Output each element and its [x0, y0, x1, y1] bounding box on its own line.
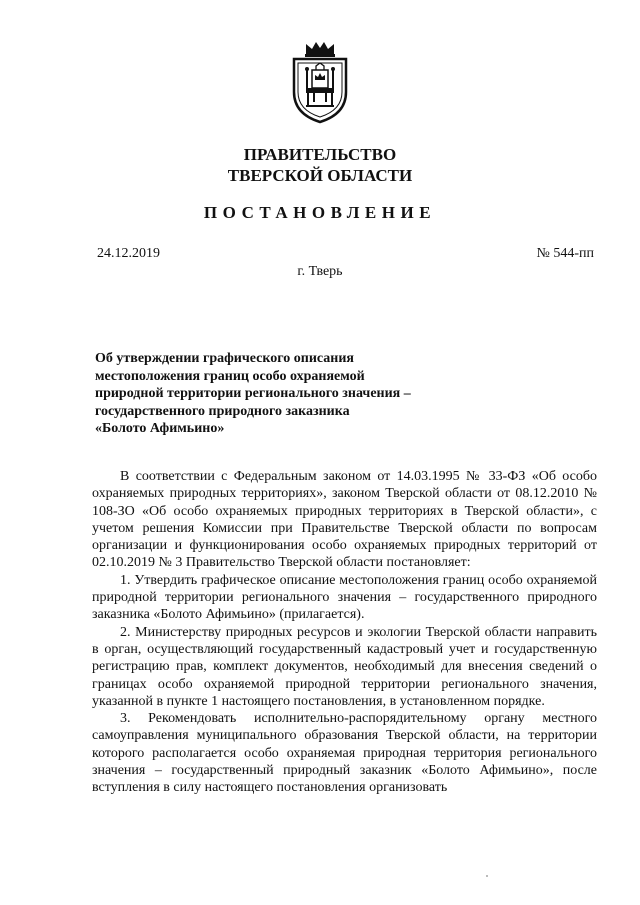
document-city: г. Тверь [297, 264, 343, 279]
document-number: № 544-пп [536, 246, 594, 261]
organization-name-line2: ТВЕРСКОЙ ОБЛАСТИ [227, 166, 413, 185]
title-line: местоположения границ особо охраняемой [95, 368, 365, 384]
clause-3-paragraph: 3. Рекомендовать исполнительно-распорядительному органу местного самоуправления муниципального образования Тверской области, на территории которого располагается особо охраняемая природная территория регионального значения – государственный природный заказник «Болото Афимьино», после вступления в силу настоящего постановления организовать [92, 711, 597, 796]
document-body [92, 468, 597, 797]
document-type: ПОСТАНОВЛЕНИЕ [203, 203, 437, 222]
tver-coat-of-arms-icon [288, 40, 352, 124]
page-dot-mark [486, 875, 488, 877]
document-date: 24.12.2019 [97, 246, 160, 261]
document-title [95, 350, 455, 438]
organization-name-line1: ПРАВИТЕЛЬСТВО [243, 145, 397, 164]
title-line: Об утверждении графического описания [95, 351, 354, 366]
title-line: природной территории регионального значения – [95, 386, 411, 402]
title-line: государственного природного заказника [95, 403, 350, 419]
title-line: «Болото Афимьино» [95, 421, 225, 437]
clause-1-paragraph: 1. Утвердить графическое описание местоположения границ особо охраняемой природной территории регионального значения – государственного природного заказника «Болото Афимьино» (прилагается). [92, 572, 597, 623]
clause-2-paragraph: 2. Министерству природных ресурсов и экологии Тверской области направить в орган, осуществляющий государственный кадастровый учет и государственную регистрацию прав, комплект документов, необходимый для внесения сведений о границах особо охраняемой природной территории регионального значения, указанной в пункте 1 настоящего постановления, в установленном порядке. [92, 624, 597, 709]
preamble-paragraph: В соответствии с Федеральным законом от 14.03.1995 № 33-ФЗ «Об особо охраняемых природных территориях», законом Тверской области от 08.12.2010 № 108-ЗО «Об особо охраняемых природных территориях в Тверской области», с учетом решения Комиссии при Правительстве Тверской области по вопросам организации и функционирования особо охраняемых природных территорий от 02.10.2019 № 3 Правительство Тверской области постановляет: [92, 469, 597, 571]
